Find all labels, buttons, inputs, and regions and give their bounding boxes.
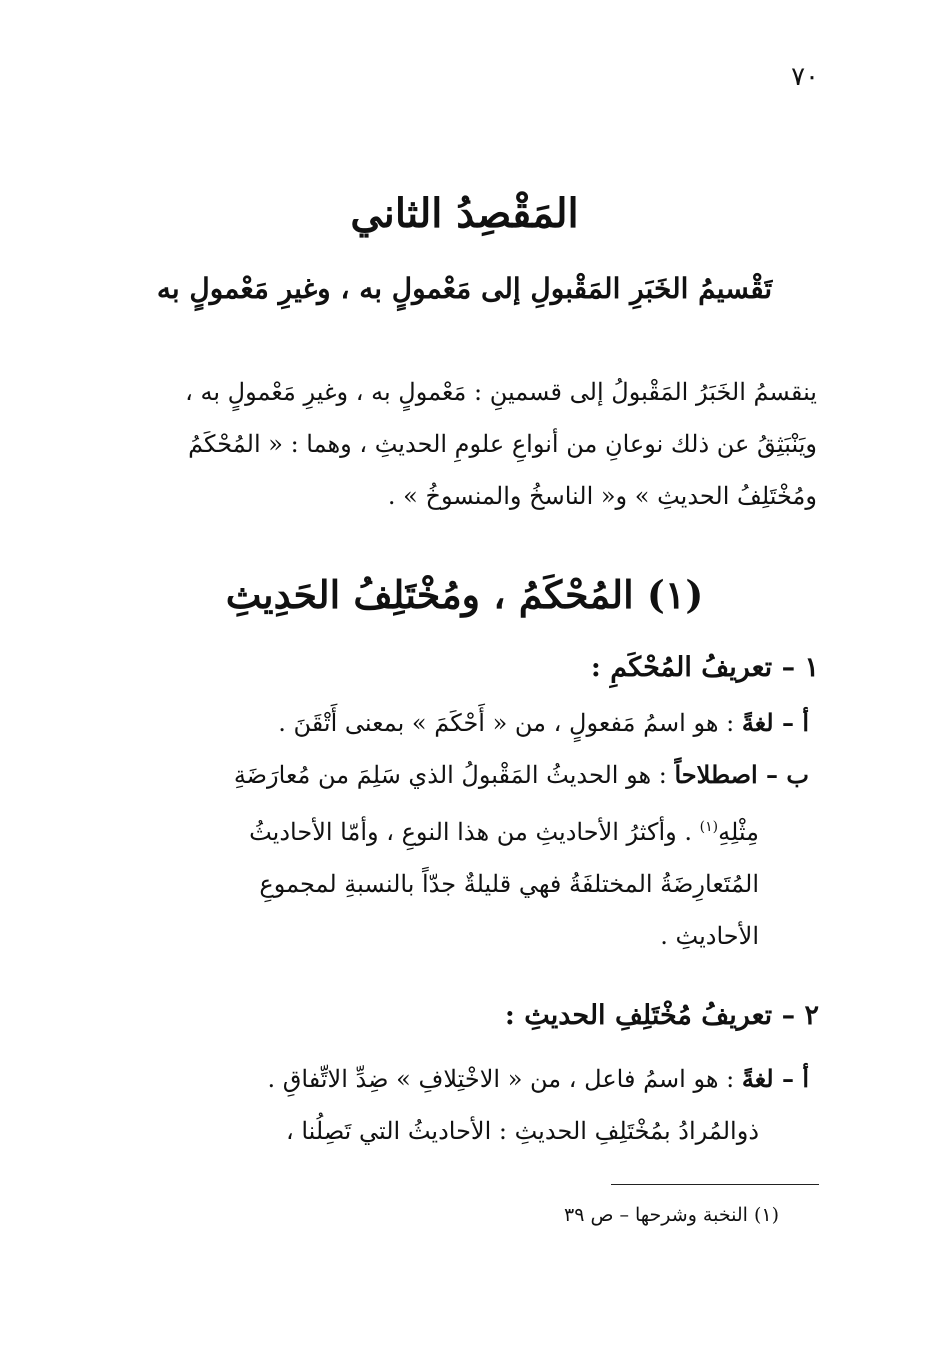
- intro-line: ومُخْتَلِفُ الحديثِ » و« الناسخُ والمنسوخُ » .: [387, 482, 817, 510]
- intro-line: ينقسمُ الخَبَرُ المَقْبولُ إلى قسمينِ : مَعْمولٍ به ، وغيرِ مَعْمولٍ به ،: [185, 378, 817, 406]
- section-subtitle: تَقْسيمُ الخَبَرِ المَقْبولِ إلى مَعْمولٍ به ، وغيرِ مَعْمولٍ به: [156, 272, 773, 305]
- definition-linguistic: [99, 1053, 819, 1105]
- term-label: ب – اصطلاحاً: [674, 760, 809, 789]
- footnote: (١) النخبة وشرحها – ص ٣٩: [564, 1204, 779, 1226]
- definition-muhkam: [99, 652, 819, 962]
- definition-text: مِثْلِهِ: [718, 818, 759, 846]
- definition-continuation: [99, 801, 819, 858]
- definition-text: : هو اسمُ فاعل ، من « الاخْتِلافِ » ضِدِّ الاتِّفاقِ .: [267, 1065, 742, 1093]
- footnote-reference: (١): [699, 819, 719, 835]
- term-label: أ – لغةً: [741, 1064, 809, 1093]
- section-title: المَقْصِدُ الثاني: [350, 190, 579, 237]
- intro-line: ويَنْبَثِقُ عن ذلك نوعانِ من أنواعِ علومِ الحديثِ ، وهما : « المُحْكَمُ: [188, 430, 817, 458]
- definition-heading: ١ – تعريفُ المُحْكَمِ :: [590, 652, 819, 683]
- page-number: ٧٠: [791, 62, 819, 92]
- term-label: أ – لغةً: [741, 708, 809, 737]
- definition-heading: ٢ – تعريفُ مُخْتَلِفِ الحديثِ :: [504, 1000, 819, 1031]
- definition-text: : هو اسمُ مَفعولٍ ، من « أَحْكَمَ » بمعنى أَتْقَنَ .: [278, 709, 742, 737]
- definition-text: . وأكثرُ الأحاديثِ من هذا النوعِ ، وأمّا الأحاديثُ: [249, 818, 700, 846]
- definition-continuation: ذوالمُرادُ بمُخْتَلِفِ الحديثِ : الأحاديثُ التي تَصِلُنا ،: [285, 1117, 759, 1145]
- definition-technical: [99, 749, 819, 801]
- definition-continuation: الأحاديثِ .: [660, 922, 759, 950]
- chapter-title: (١) المُحْكَمُ ، ومُخْتَلِفُ الحَدِيثِ: [225, 572, 704, 617]
- definition-linguistic: [99, 697, 819, 749]
- intro-paragraph: [107, 366, 817, 522]
- definition-mukhtalif: [99, 1000, 819, 1157]
- definition-continuation: المُتَعارِضَةُ المختلفَةُ فهي قليلةٌ جدّاً بالنسبةِ لمجموعِ: [259, 870, 759, 898]
- footnote-divider: [611, 1184, 819, 1185]
- definition-text: : هو الحديثُ المَقْبولُ الذي سَلِمَ من مُعارَضَةِ: [233, 761, 675, 789]
